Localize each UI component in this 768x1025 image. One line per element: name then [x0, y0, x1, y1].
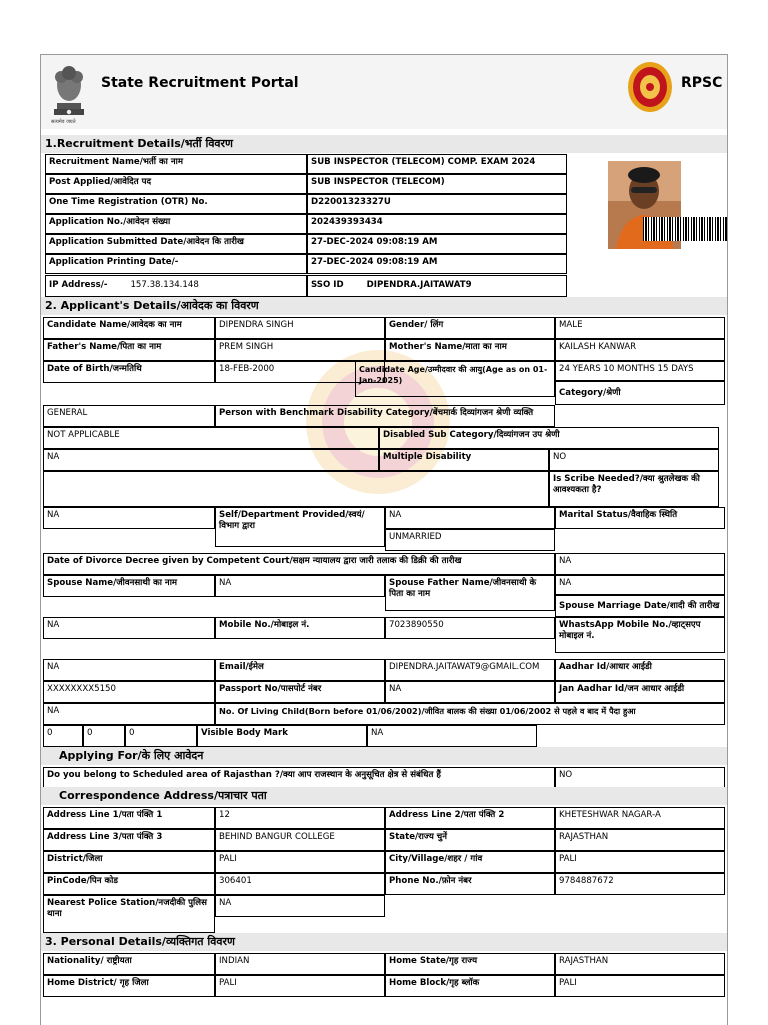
nationality-label: Nationality/ राष्ट्रीयता: [43, 953, 215, 975]
spouse-father-name-value: NA: [555, 575, 725, 595]
section-correspondence-address: Correspondence Address/पत्राचार पता: [41, 787, 727, 805]
police-station-value: NA: [215, 895, 385, 917]
application-no-label: Application No./आवेदन संख्या: [45, 214, 307, 234]
marital-status-value: UNMARRIED: [385, 529, 555, 551]
address-line-1-label: Address Line 1/पता पंक्ति 1: [43, 807, 215, 829]
sso-id-value: DIPENDRA.JAITAWAT9: [366, 280, 472, 290]
pincode-label: PinCode/पिन कोड: [43, 873, 215, 895]
category-label: Category/श्रेणी: [555, 381, 725, 405]
gender-value: MALE: [555, 317, 725, 339]
otr-value: D22001323327U: [307, 194, 567, 214]
city-value: PALI: [555, 851, 725, 873]
child-count-3: 0: [125, 725, 197, 747]
jan-aadhar-value: NA: [43, 703, 215, 725]
disabled-sub-category-value: NA: [43, 449, 379, 471]
printing-date-label: Application Printing Date/-: [45, 254, 307, 274]
divorce-date-label: Date of Divorce Decree given by Competent Court/सक्षम न्यायालय द्वारा जारी तलाक की डिक्री की तारीख: [43, 553, 555, 575]
father-name-label: Father's Name/पिता का नाम: [43, 339, 215, 361]
spouse-father-name-label: Spouse Father Name/जीवनसाथी के पिता का नाम: [385, 575, 555, 611]
application-barcode: [643, 217, 727, 241]
marital-status-label: Marital Status/वैवाहिक स्थिति: [555, 507, 725, 529]
sso-id-row: [307, 275, 567, 297]
emblem-caption: सत्यमेव जयते: [51, 119, 76, 125]
mobile-label: Mobile No./मोबाइल नं.: [215, 617, 385, 639]
district-label: District/जिला: [43, 851, 215, 873]
nationality-value: INDIAN: [215, 953, 385, 975]
address-line-2-value: KHETESHWAR NAGAR-A: [555, 807, 725, 829]
email-label: Email/ईमेल: [215, 659, 385, 681]
candidate-name-label: Candidate Name/आवेदक का नाम: [43, 317, 215, 339]
submitted-date-label: Application Submitted Date/आवेदन कि तारीख: [45, 234, 307, 254]
pincode-value: 306401: [215, 873, 385, 895]
whatsapp-value: NA: [43, 659, 215, 681]
candidate-age-value: 24 YEARS 10 MONTHS 15 DAYS: [555, 361, 725, 381]
rpsc-label: RPSC: [681, 75, 723, 91]
police-station-label: Nearest Police Station/नजदीकी पुलिस थाना: [43, 895, 215, 933]
gender-label: Gender/ लिंग: [385, 317, 555, 339]
post-applied-value: SUB INSPECTOR (TELECOM): [307, 174, 567, 194]
scribe-needed-value: NA: [43, 507, 215, 529]
aadhar-value: XXXXXXXX5150: [43, 681, 215, 703]
multiple-disability-value: NO: [549, 449, 719, 471]
home-block-label: Home Block/गृह ब्लॉक: [385, 975, 555, 997]
ip-address-label: IP Address/-: [49, 280, 108, 290]
recruitment-name-value: SUB INSPECTOR (TELECOM) COMP. EXAM 2024: [307, 154, 567, 174]
disabled-sub-category-label: Disabled Sub Category/दिव्यांगजन उप श्रेणी: [379, 427, 719, 449]
mother-name-value: KAILASH KANWAR: [555, 339, 725, 361]
passport-label: Passport No/पासपोर्ट नंबर: [215, 681, 385, 703]
category-value: GENERAL: [43, 405, 215, 427]
spouse-marriage-date-value: NA: [43, 617, 215, 639]
national-emblem-icon: [49, 59, 89, 123]
scheduled-area-value: NO: [555, 767, 725, 789]
jan-aadhar-label: Jan Aadhar Id/जन आधार आईडी: [555, 681, 725, 703]
self-department-label: Self/Department Provided/स्वयं/विभाग द्वारा: [215, 507, 385, 547]
home-district-label: Home District/ गृह जिला: [43, 975, 215, 997]
portal-header: [41, 55, 727, 129]
section-recruitment-details: 1.Recruitment Details/भर्ती विवरण: [41, 135, 727, 153]
state-label: State/राज्य चुनें: [385, 829, 555, 851]
candidate-name-value: DIPENDRA SINGH: [215, 317, 385, 339]
printing-date-value: 27-DEC-2024 09:08:19 AM: [307, 254, 567, 274]
passport-value: NA: [385, 681, 555, 703]
portal-title: State Recruitment Portal: [101, 75, 299, 91]
scheduled-area-label: Do you belong to Scheduled area of Rajasthan ?/क्या आप राजस्थान के अनुसूचित क्षेत्र से संबंधित हैं: [43, 767, 555, 789]
pwbd-category-label: Person with Benchmark Disability Category/बेंचमार्क दिव्यांगजन श्रेणी व्यक्ति: [215, 405, 555, 427]
scribe-needed-label: Is Scribe Needed?/क्या श्रुतलेखक की आवश्यकता है?: [549, 471, 719, 507]
self-department-value: NA: [385, 507, 555, 529]
address-line-2-label: Address Line 2/पता पंक्ति 2: [385, 807, 555, 829]
section-applicant-details: 2. Applicant's Details/आवेदक का विवरण: [41, 297, 727, 315]
city-label: City/Village/शहर / गांव: [385, 851, 555, 873]
aadhar-label: Aadhar Id/आधार आईडी: [555, 659, 725, 681]
sso-id-label: SSO ID: [311, 280, 344, 290]
whatsapp-label: WhastsApp Mobile No./व्हाट्सएप मोबाइल नं.: [555, 617, 725, 653]
post-applied-label: Post Applied/आवेदित पद: [45, 174, 307, 194]
visible-body-mark-label: Visible Body Mark: [197, 725, 367, 747]
spouse-marriage-date-label: Spouse Marriage Date/शादी की तारीख: [555, 595, 725, 617]
home-block-value: PALI: [555, 975, 725, 997]
home-state-value: RAJASTHAN: [555, 953, 725, 975]
recruitment-name-label: Recruitment Name/भर्ती का नाम: [45, 154, 307, 174]
living-child-label: No. Of Living Child(Born before 01/06/2002)/जीवित बालक की संख्या 01/06/2002 से पहले व बाद में पैदा हुआ: [215, 703, 725, 725]
father-name-value: PREM SINGH: [215, 339, 385, 361]
otr-label: One Time Registration (OTR) No.: [45, 194, 307, 214]
mobile-value: 7023890550: [385, 617, 555, 639]
application-no-value: 202439393434: [307, 214, 567, 234]
state-value: RAJASTHAN: [555, 829, 725, 851]
section-applying-for: Applying For/के लिए आवेदन: [41, 747, 727, 765]
spouse-name-value: NA: [215, 575, 385, 597]
mother-name-label: Mother's Name/माता का नाम: [385, 339, 555, 361]
district-value: PALI: [215, 851, 385, 873]
application-form: [40, 54, 728, 1025]
spouse-name-label: Spouse Name/जीवनसाथी का नाम: [43, 575, 215, 597]
phone-value: 9784887672: [555, 873, 725, 895]
phone-label: Phone No./फ़ोन नंबर: [385, 873, 555, 895]
section-personal-details: 3. Personal Details/व्यक्तिगत विवरण: [41, 933, 727, 951]
candidate-age-label: Candidate Age/उम्मीदवार की आयु(Age as on 01-Jan-2025): [355, 361, 555, 397]
rpsc-logo-icon: [627, 61, 673, 113]
child-count-1: 0: [43, 725, 83, 747]
blank-cell: [43, 471, 549, 507]
dob-label: Date of Birth/जन्मतिथि: [43, 361, 215, 383]
address-line-1-value: 12: [215, 807, 385, 829]
home-state-label: Home State/गृह राज्य: [385, 953, 555, 975]
divorce-date-value: NA: [555, 553, 725, 575]
visible-body-mark-value: NA: [367, 725, 537, 747]
ip-address-value: 157.38.134.148: [130, 280, 199, 290]
email-value: DIPENDRA.JAITAWAT9@GMAIL.COM: [385, 659, 555, 681]
pwbd-category-value: NOT APPLICABLE: [43, 427, 379, 449]
ip-address-row: [45, 275, 307, 297]
home-district-value: PALI: [215, 975, 385, 997]
address-line-3-value: BEHIND BANGUR COLLEGE: [215, 829, 385, 851]
dob-value: 18-FEB-2000: [215, 361, 385, 383]
child-count-2: 0: [83, 725, 125, 747]
submitted-date-value: 27-DEC-2024 09:08:19 AM: [307, 234, 567, 254]
multiple-disability-label: Multiple Disability: [379, 449, 549, 471]
address-line-3-label: Address Line 3/पता पंक्ति 3: [43, 829, 215, 851]
